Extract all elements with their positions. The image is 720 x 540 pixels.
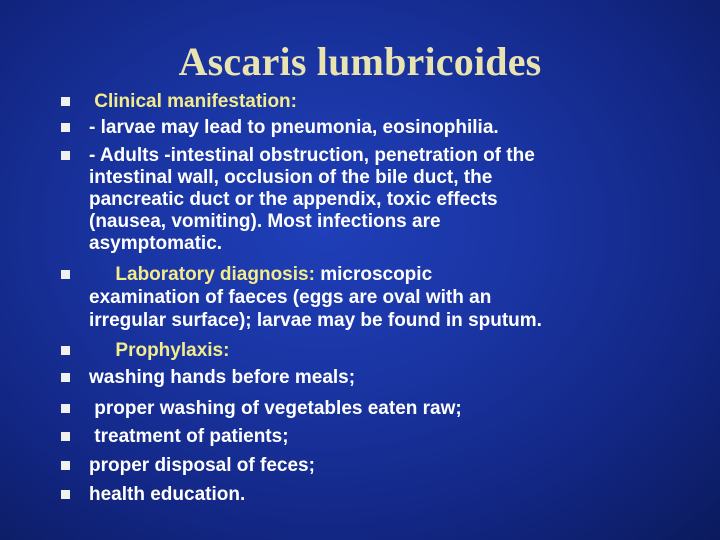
square-bullet-icon <box>61 490 70 499</box>
list-item-text: health education. <box>89 484 246 505</box>
list-item <box>0 264 720 286</box>
list-item <box>0 484 720 506</box>
list-item-continuation: irregular surface); larvae may be found in sputum. <box>89 310 542 331</box>
list-item-continuation: asymptomatic. <box>89 233 223 254</box>
list-item <box>0 455 720 477</box>
list-item <box>0 117 720 139</box>
list-item-text: - larvae may lead to pneumonia, eosinophilia. <box>89 117 499 138</box>
list-item-text: washing hands before meals; <box>89 367 356 388</box>
list-item <box>0 367 720 389</box>
list-item <box>0 398 720 420</box>
square-bullet-icon <box>61 151 70 160</box>
list-item-continuation: intestinal wall, occlusion of the bile duct, the <box>89 167 493 188</box>
list-item <box>0 426 720 448</box>
list-item-continuation: (nausea, vomiting). Most infections are <box>89 211 441 232</box>
list-item-text: microscopic <box>314 264 433 285</box>
list-item-text: treatment of patients; <box>89 426 289 447</box>
square-bullet-icon <box>61 461 70 470</box>
slide-title: Ascaris lumbricoides <box>178 39 542 84</box>
list-item-text: proper washing of vegetables eaten raw; <box>89 398 462 419</box>
square-bullet-icon <box>61 373 70 382</box>
square-bullet-icon <box>61 404 70 413</box>
list-item-text: proper disposal of feces; <box>89 455 315 476</box>
list-item-text: - Adults -intestinal obstruction, penetration of the <box>89 145 535 166</box>
section-heading-laboratory: Laboratory diagnosis: <box>89 264 315 285</box>
section-heading-prophylaxis: Prophylaxis: <box>89 340 230 361</box>
section-heading-clinical: Clinical manifestation: <box>89 91 297 112</box>
list-item <box>0 340 720 362</box>
list-item-continuation: pancreatic duct or the appendix, toxic effects <box>89 189 498 210</box>
square-bullet-icon <box>61 97 70 106</box>
list-item-continuation: examination of faeces (eggs are oval with an <box>89 287 492 308</box>
square-bullet-icon <box>61 432 70 441</box>
square-bullet-icon <box>61 270 70 279</box>
list-item <box>0 91 720 113</box>
list-item <box>0 145 720 167</box>
square-bullet-icon <box>61 346 70 355</box>
square-bullet-icon <box>61 123 70 132</box>
